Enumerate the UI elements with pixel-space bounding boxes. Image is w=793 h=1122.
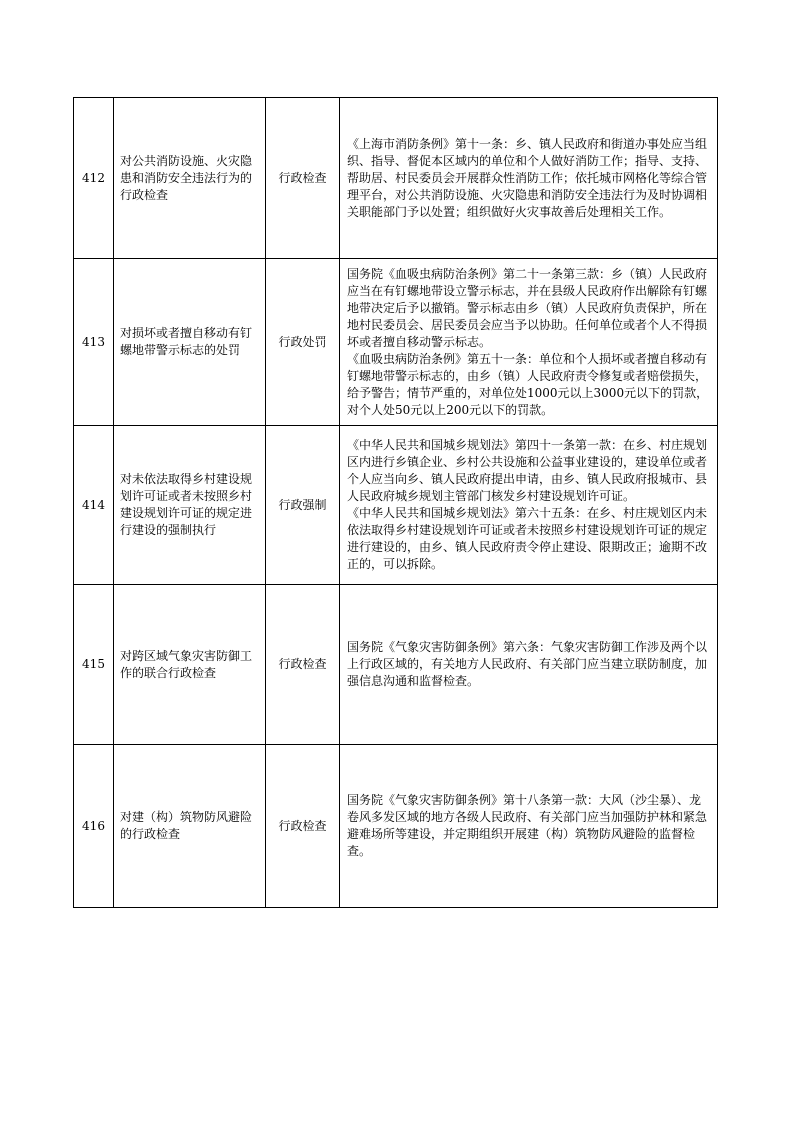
item-name: 对未依法取得乡村建设规划许可证或者未按照乡村建设规划许可证的规定进行建设的强制执行 xyxy=(114,426,266,585)
item-type: 行政检查 xyxy=(266,745,340,908)
legal-basis: 《中华人民共和国城乡规划法》第四十一条第一款：在乡、村庄规划区内进行乡镇企业、乡村公共设施和公益事业建设的，建设单位或者个人应当向乡、镇人民政府提出申请，由乡、镇人民政府报城市、县人民政府城乡规划主管部门核发乡村建设规划许可证。 《中华人民共和国城乡规划法》第六十五条：在乡、村庄规划区内未依法取得乡村建设规划许可证或者未按照乡村建设规划许可证的规定进行建设的，由乡、镇人民政府责令停止建设、限期改正；逾期不改正的，可以拆除。 xyxy=(347,438,708,571)
item-name: 对跨区域气象灾害防御工作的联合行政检查 xyxy=(114,585,266,745)
power-list-table xyxy=(73,97,718,908)
legal-basis: 国务院《气象灾害防御条例》第六条：气象灾害防御工作涉及两个以上行政区域的，有关地方人民政府、有关部门应当建立联防制度，加强信息沟通和监督检查。 xyxy=(347,640,708,688)
item-type: 行政处罚 xyxy=(266,259,340,426)
legal-basis: 《上海市消防条例》第十一条：乡、镇人民政府和街道办事处应当组织、指导、督促本区域内的单位和个人做好消防工作；指导、支持、帮助居、村民委员会开展群众性消防工作；依托城市网格化等综合管理平台，对公共消防设施、火灾隐患和消防安全违法行为及时协调相关职能部门予以处置；组织做好火灾事故善后处理相关工作。 xyxy=(347,136,708,219)
table-row xyxy=(74,745,718,908)
legal-basis-cell xyxy=(340,585,718,745)
table-row xyxy=(74,585,718,745)
row-number: 412 xyxy=(74,98,114,259)
table-row xyxy=(74,98,718,259)
legal-basis-cell xyxy=(340,98,718,259)
item-name: 对建（构）筑物防风避险的行政检查 xyxy=(114,745,266,908)
item-type: 行政检查 xyxy=(266,585,340,745)
row-number: 413 xyxy=(74,259,114,426)
row-number: 414 xyxy=(74,426,114,585)
legal-basis: 国务院《气象灾害防御条例》第十八条第一款：大风（沙尘暴）、龙卷风多发区域的地方各级人民政府、有关部门应当加强防护林和紧急避难场所等建设，并定期组织开展建（构）筑物防风避险的监督检查。 xyxy=(347,793,708,858)
item-type: 行政检查 xyxy=(266,98,340,259)
row-number: 416 xyxy=(74,745,114,908)
table-row xyxy=(74,259,718,426)
item-name: 对公共消防设施、火灾隐患和消防安全违法行为的行政检查 xyxy=(114,98,266,259)
legal-basis-cell xyxy=(340,426,718,585)
row-number: 415 xyxy=(74,585,114,745)
item-name: 对损坏或者擅自移动有钉螺地带警示标志的处罚 xyxy=(114,259,266,426)
table-row xyxy=(74,426,718,585)
legal-basis-cell xyxy=(340,745,718,908)
legal-basis: 国务院《血吸虫病防治条例》第二十一条第三款：乡（镇）人民政府应当在有钉螺地带设立警示标志，并在县级人民政府作出解除有钉螺地带决定后予以撤销。警示标志由乡（镇）人民政府负责保护，所在地村民委员会、居民委员会应当予以协助。任何单位或者个人不得损坏或者擅自移动警示标志。 《血吸虫病防治条例》第五十一条：单位和个人损坏或者擅自移动有钉螺地带警示标志的，由乡（镇）人民政府责令修复或者赔偿损失，给予警告；情节严重的，对单位处1000元以上3000元以下的罚款，对个人处50元以上200元以下的罚款。 xyxy=(347,266,709,417)
legal-basis-cell xyxy=(340,259,718,426)
item-type: 行政强制 xyxy=(266,426,340,585)
